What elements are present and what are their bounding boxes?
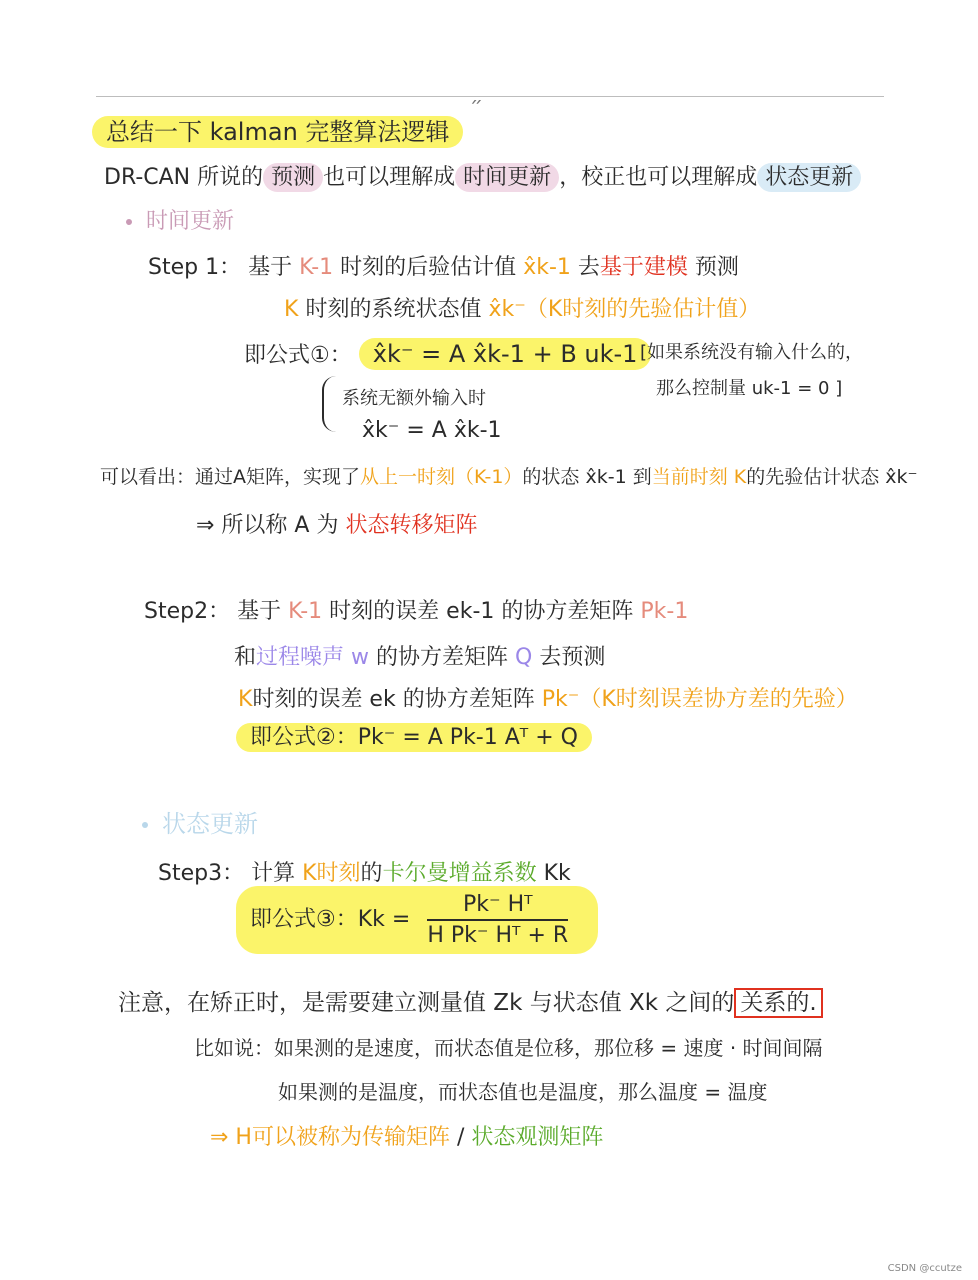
section1-label: 时间更新 <box>146 209 235 234</box>
intro-line <box>104 160 861 191</box>
conclusion-prefix: ⇒ 所以称 A 为 <box>196 513 339 538</box>
step3-kalman-gain: 卡尔曼增益系数 <box>382 861 537 886</box>
formula3-label: 即公式③：Kk = <box>250 907 411 932</box>
step2-process-noise: 过程噪声 w <box>256 645 370 670</box>
observation-from: 从上一时刻（K-1） <box>360 466 523 488</box>
step2-p-prior: Pk⁻（K时刻误差协方差的先验） <box>541 687 858 712</box>
step2-formula-row <box>236 720 592 751</box>
h-transfer-matrix: ⇒ H可以被称为传输矩阵 <box>210 1125 450 1150</box>
noinput-line2: x̂k⁻ = A x̂k-1 <box>362 418 502 443</box>
formula1: x̂k⁻ = A x̂k-1 + B uk-1 <box>359 338 652 370</box>
brace-arrow <box>322 376 338 432</box>
h-observation-matrix: 状态观测矩阵 <box>471 1125 604 1150</box>
step2-p-prev: Pk-1 <box>640 599 689 624</box>
intro-time-update: 时间更新 <box>455 163 559 192</box>
quote-mark: ״ <box>470 92 483 116</box>
step1-text-d: 预测 <box>694 255 739 280</box>
top-divider <box>96 96 884 97</box>
step1-model: 基于建模 <box>599 255 688 280</box>
formula3-numerator: Pk⁻ Hᵀ <box>427 892 568 921</box>
step1-line2 <box>284 292 760 323</box>
step1-note2: 那么控制量 uk-1 = 0 ] <box>656 378 843 399</box>
section-state-update <box>142 804 258 839</box>
step3-of: 的 <box>360 861 383 886</box>
intro-middle2: ，校正也可以理解成 <box>559 165 758 190</box>
formula2: 即公式②：Pk⁻ = A Pk-1 Aᵀ + Q <box>236 723 592 752</box>
note-main <box>118 984 823 1017</box>
note-boxed: 关系的. <box>734 988 822 1018</box>
step2-and: 和 <box>234 645 257 670</box>
step1-formula-row <box>244 338 651 369</box>
intro-predict: 预测 <box>263 163 323 192</box>
step3-kk: Kk <box>543 861 571 886</box>
step3-label: Step3： <box>158 861 245 886</box>
section2-label: 状态更新 <box>162 810 258 838</box>
formula3-fraction <box>427 892 568 948</box>
step3-formula-row <box>236 886 598 954</box>
step1-state-text: 时刻的系统状态值 <box>305 297 482 322</box>
step2-line3 <box>238 682 858 713</box>
step1-note1: [如果系统没有输入什么的， <box>640 342 864 363</box>
intro-middle1: 也可以理解成 <box>323 165 456 190</box>
step2-error-text: 时刻的误差 ek 的协方差矩阵 <box>252 687 535 712</box>
watermark: CSDN @ccutze <box>887 1263 962 1274</box>
step2-label: Step2： <box>144 599 231 624</box>
step1-line1 <box>148 250 739 281</box>
step2-text-b: 时刻的误差 ek-1 的协方差矩阵 <box>329 599 634 624</box>
formula3 <box>236 886 598 954</box>
observation-c: 的先验估计状态 x̂k⁻ <box>746 466 918 488</box>
formula3-denominator: H Pk⁻ Hᵀ + R <box>427 923 569 948</box>
step1-text-a: 基于 <box>248 255 293 280</box>
step3-line1 <box>158 856 571 887</box>
observation-line <box>100 462 918 489</box>
intro-state-update: 状态更新 <box>757 163 861 192</box>
step2-line2 <box>234 640 605 671</box>
slash: / <box>456 1125 465 1150</box>
bullet-dot <box>142 822 148 828</box>
observation-b: 的状态 x̂k-1 到 <box>522 466 652 488</box>
step2-predict: 去预测 <box>539 645 606 670</box>
conclusion-transition-matrix: 状态转移矩阵 <box>345 513 478 538</box>
step2-cov-text: 的协方差矩阵 <box>376 645 509 670</box>
bullet-dot <box>126 219 132 225</box>
step3-calc: 计算 <box>251 861 296 886</box>
step2-q: Q <box>515 645 533 670</box>
step1-text-c: 去 <box>577 255 600 280</box>
observation-conclusion <box>196 508 477 539</box>
title-text: 总结一下 kalman 完整算法逻辑 <box>92 116 463 148</box>
step2-text-a: 基于 <box>237 599 282 624</box>
step1-text-b: 时刻的后验估计值 <box>340 255 517 280</box>
step2-k: K <box>238 687 253 712</box>
step1-k-minus-1: K-1 <box>299 255 334 280</box>
step2-k-minus-1: K-1 <box>288 599 323 624</box>
formula1-label: 即公式①： <box>244 343 352 368</box>
observation-to: 当前时刻 K <box>651 466 747 488</box>
step2-line1 <box>144 594 688 625</box>
step1-k: K <box>284 297 299 322</box>
observation-a: 可以看出：通过A矩阵，实现了 <box>100 466 360 488</box>
step1-label: Step 1： <box>148 255 242 280</box>
noinput-line1: 系统无额外输入时 <box>342 388 486 409</box>
step3-k-time: K时刻 <box>302 861 361 886</box>
note-conclusion <box>210 1120 603 1151</box>
note-example1: 比如说：如果测的是速度，而状态值是位移，那位移 = 速度 · 时间间隔 <box>194 1036 823 1060</box>
note-example2: 如果测的是温度，而状态值也是温度，那么温度 = 温度 <box>278 1080 768 1104</box>
section-time-update <box>126 204 234 235</box>
note-main-text: 注意，在矫正时，是需要建立测量值 Zk 与状态值 Xk 之间的 <box>118 990 735 1016</box>
intro-prefix: DR-CAN 所说的 <box>104 165 264 190</box>
page-title <box>92 112 463 147</box>
step1-prior-estimate: x̂k⁻（K时刻的先验估计值） <box>488 297 761 322</box>
step1-xhat: x̂k-1 <box>523 255 571 280</box>
